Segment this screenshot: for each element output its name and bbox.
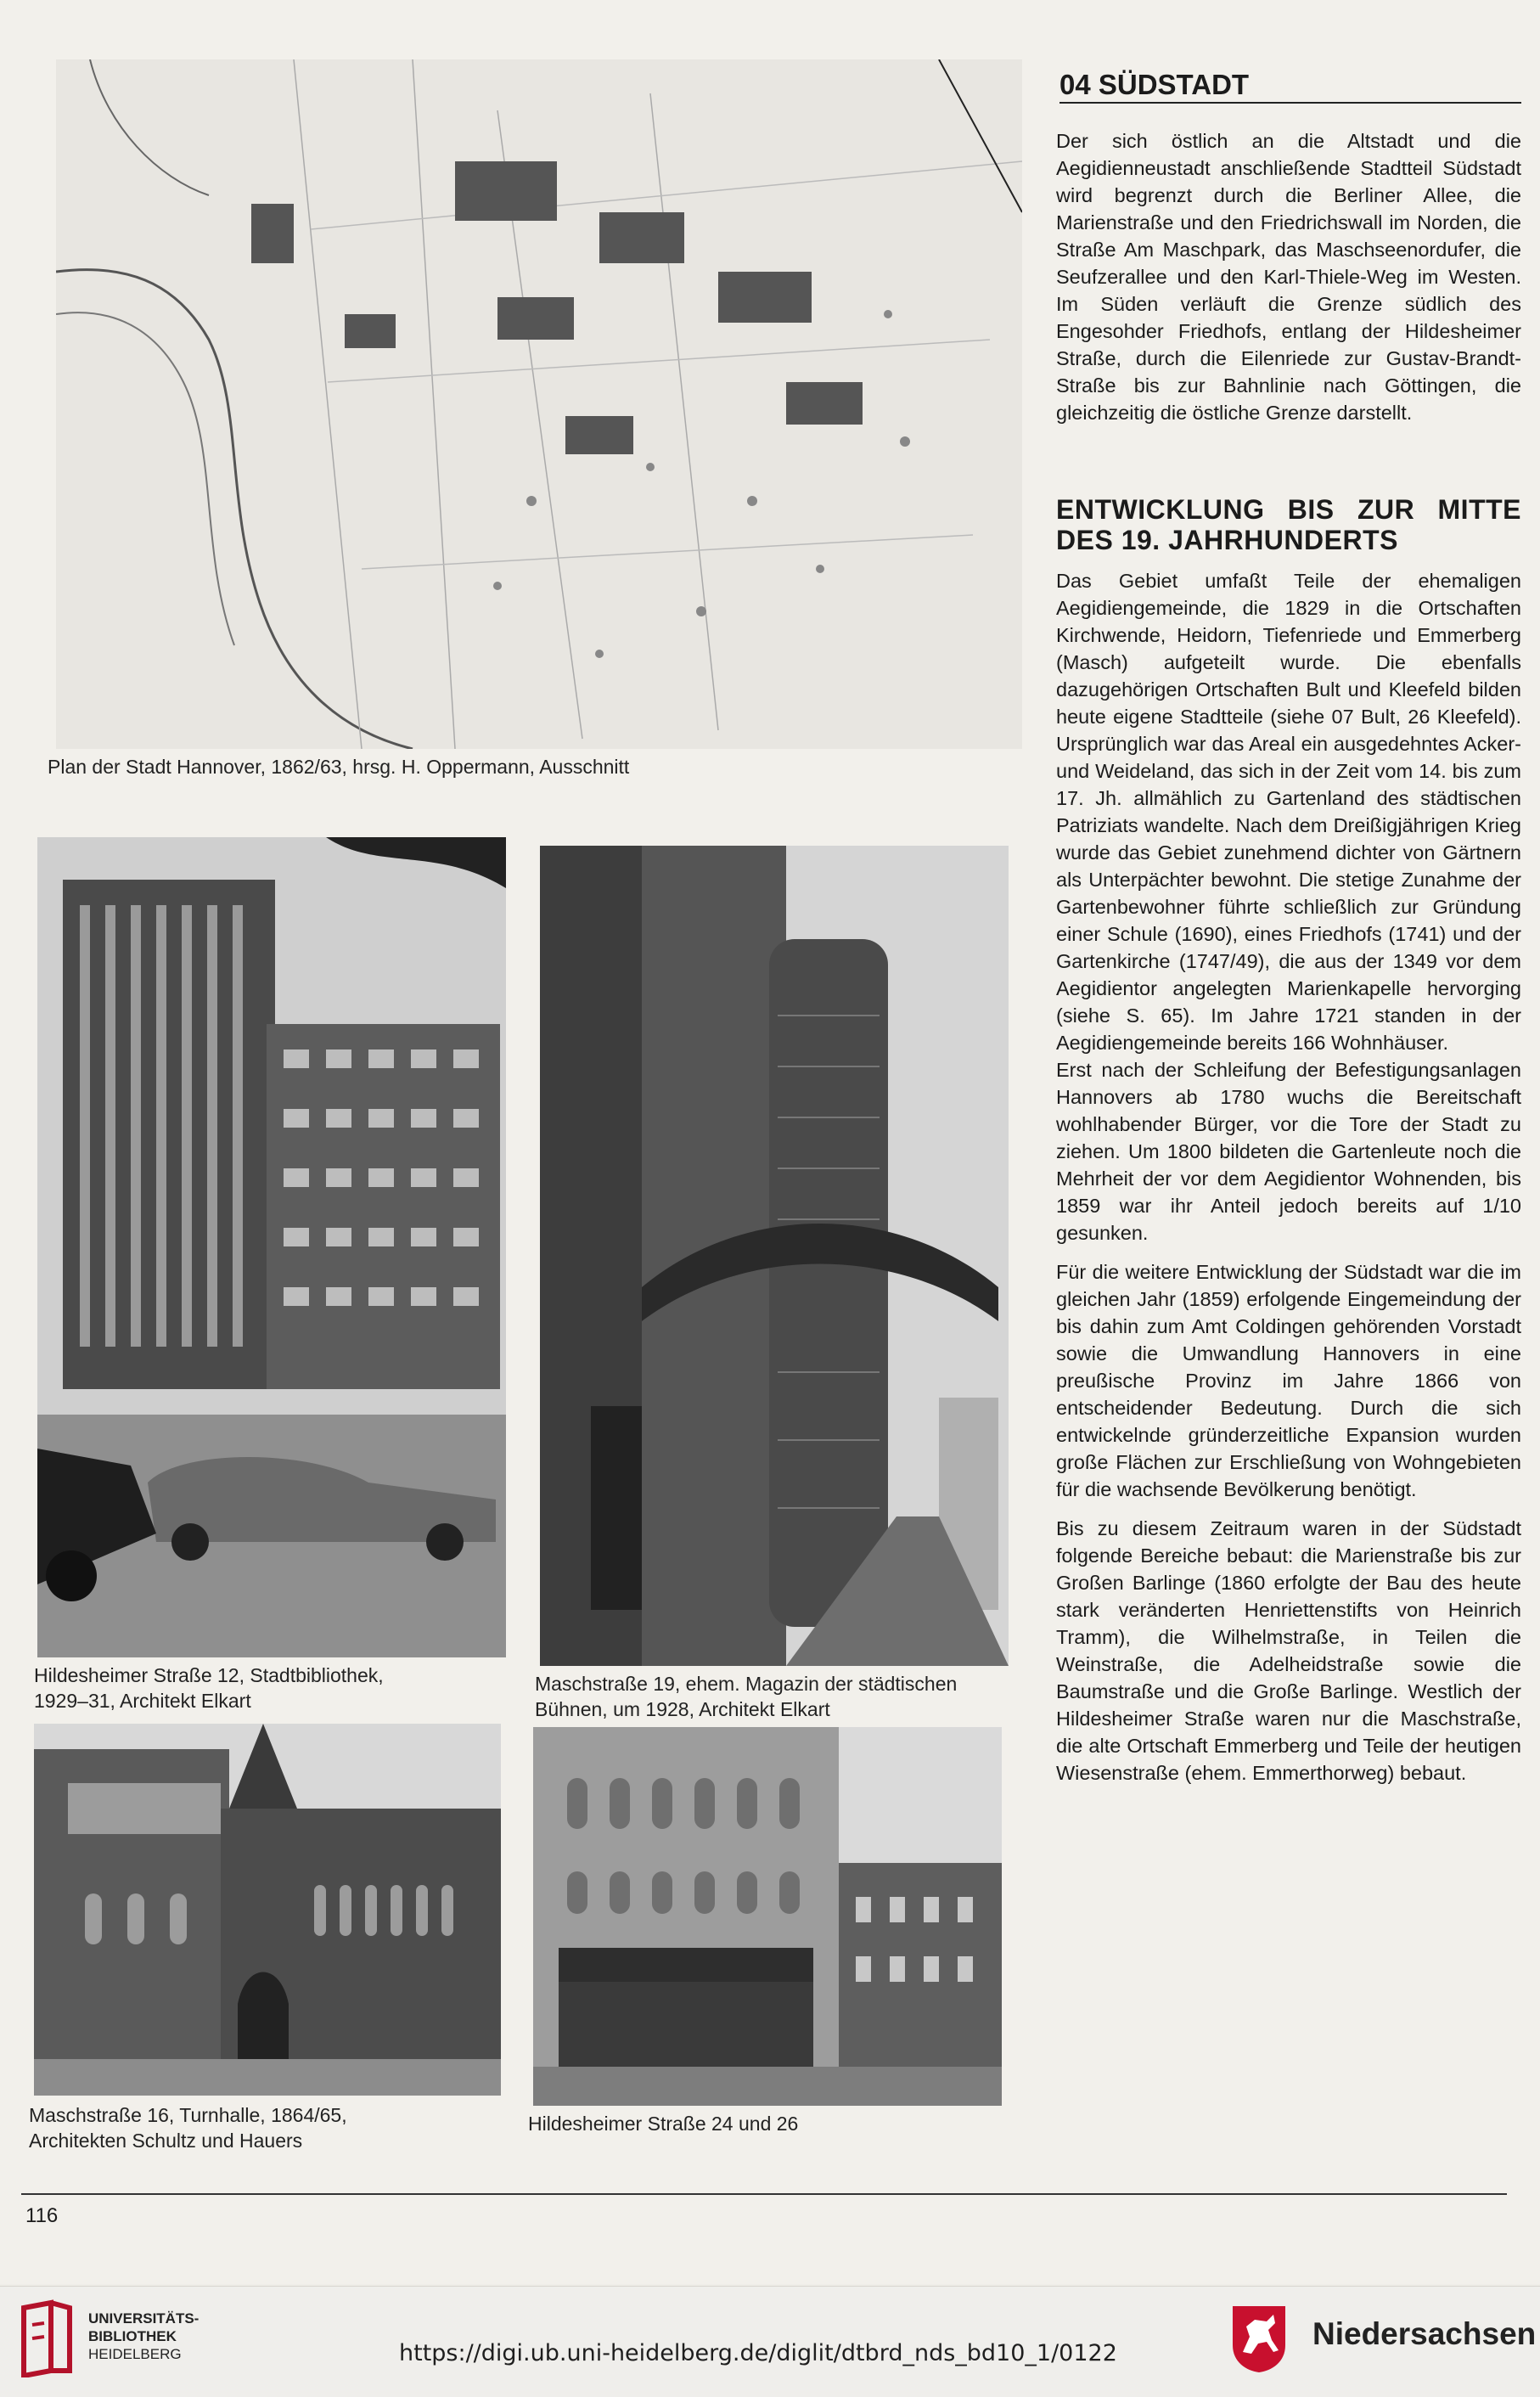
body-column — [1056, 567, 1521, 1786]
paragraph-2: Erst nach der Schleifung der Befestigungsanlagen Hannovers ab 1780 wuchs die Bereitschaft wohlhabender Bürger, vor die Tore der Stadt zu ziehen. Um 1800 bildeten die Gartenleute noch die Mehrheit der vor dem Aegidientor Wohnenden, bis 1859 war ihr Anteil jedoch bereits auf 1/10 gesunken. — [1056, 1059, 1521, 1244]
paragraph-3: Für die weitere Entwicklung der Südstadt war die im gleichen Jahr (1859) erfolgende Eingemeindung der bis dahin zum Amt Coldingen gehörenden Vorstadt sowie die Umwandlung Hannovers in eine preußische Provinz im Jahre 1866 von entscheidender Bedeutung. Durch die sich entwickelnde gründerzeitliche Expansion wurden große Flächen zur Erschließung von Wohngebieten für die wachsende Bevölkerung benötigt. — [1056, 1261, 1521, 1500]
university-library-name — [88, 2310, 199, 2363]
photo3-caption-line2: Architekten Schultz und Hauers — [29, 2130, 303, 2152]
subheading: ENTWICKLUNG BIS ZUR MITTE DES 19. JAHRHUNDERTS — [1056, 494, 1521, 555]
section-heading: 04 SÜDSTADT — [1059, 68, 1521, 104]
intro-paragraph: Der sich östlich an die Altstadt und die Aegidienneustadt anschließende Stadtteil Südstadt wird begrenzt durch die Berliner Allee, die Marienstraße und den Friedrichswall im Norden, die Straße Am Maschpark, das Maschseenordufer, die Seufzerallee und den Karl-Thiele-Weg im Westen. Im Süden verläuft die Grenze südlich des Engesohder Friedhofs, entlang der Hildesheimer Straße, durch die Eilenriede zur Gustav-Brandt-Straße bis zur Bahnlinie nach Göttingen, die gleichzeitig die östliche Grenze darstellt. — [1056, 130, 1521, 424]
map-caption: Plan der Stadt Hannover, 1862/63, hrsg. H. Oppermann, Ausschnitt — [48, 756, 630, 778]
photo2-caption-line1: Maschstraße 19, ehem. Magazin der städtischen — [535, 1673, 958, 1695]
uni-line2: BIBLIOTHEK — [88, 2328, 177, 2344]
university-logo-icon — [17, 2299, 76, 2377]
photo4-caption: Hildesheimer Straße 24 und 26 — [528, 2113, 799, 2135]
footer-rule — [21, 2193, 1507, 2195]
photo2-caption-line2: Bühnen, um 1928, Architekt Elkart — [535, 1698, 830, 1720]
uni-line1: UNIVERSITÄTS- — [88, 2310, 200, 2327]
photo3-caption — [29, 2102, 504, 2153]
paragraph-4: Bis zu diesem Zeitraum waren in der Südstadt folgende Bereiche bebaut: die Marienstraße bis zur Großen Barlinge (1860 erfolgte der Bau des heute stark veränderten Henriettenstifts von Heinrich Tramm), die Wilhelmstraße, in Teilen die Weinstraße, die Adelheidstraße sowie die Baumstraße und die Große Barlinge. Westlich der Hildesheimer Straße waren nur die Maschstraße, die alte Ortschaft Emmerberg und Teile der heutigen Wiesenstraße (ehem. Emmerthorweg) bebaut. — [1056, 1517, 1521, 1784]
state-name: Niedersachsen — [1312, 2316, 1537, 2351]
uni-line3: HEIDELBERG — [88, 2346, 182, 2362]
photo-turnhalle — [34, 1724, 501, 2096]
map-image — [56, 59, 1022, 749]
photo1-caption — [34, 1663, 509, 1713]
photo-hildesheimer-24-26 — [533, 1727, 1002, 2106]
photo3-caption-line1: Maschstraße 16, Turnhalle, 1864/65, — [29, 2104, 347, 2126]
intro-column — [1056, 127, 1521, 426]
page-number: 116 — [25, 2204, 59, 2227]
photo1-caption-line2: 1929–31, Architekt Elkart — [34, 1690, 251, 1712]
photo1-caption-line1: Hildesheimer Straße 12, Stadtbibliothek, — [34, 1664, 384, 1686]
photo-stadtbibliothek — [37, 837, 506, 1657]
niedersachsen-horse-icon — [1229, 2303, 1289, 2374]
photo-maschstrasse-19 — [540, 846, 1009, 1666]
paragraph-1: Das Gebiet umfaßt Teile der ehemaligen Aegidiengemeinde, die 1829 in die Ortschaften Kirchwende, Heidorn, Tiefenriede und Emmerberg (Masch) aufgeteilt wurde. Die ebenfalls dazugehörigen Ortschaften Bult und Kleefeld bilden heute eigene Stadtteile (siehe 07 Bult, 26 Kleefeld). Ursprünglich war das Areal ein ausgedehntes Acker- und Weideland, das sich in der Zeit vom 14. bis zum 17. Jh. allmählich zu Gartenland des städtischen Patriziats wandelte. Nach dem Dreißigjährigen Krieg wurde das Gebiet zunehmend dichter von Gärtnern als Unterpächter bewohnt. Die stetige Zunahme der Gartenbewohner führte schließlich zur Gründung einer Schule (1690), eines Friedhofs (1741) und der Gartenkirche (1747/49), die aus der 1349 vor dem Aegidientor angelegten Marienkapelle hervorging (siehe S. 65). Im Jahre 1721 standen in der Aegidiengemeinde bereits 166 Wohnhäuser. — [1056, 570, 1521, 1054]
photo2-caption — [535, 1671, 1010, 1722]
permalink-url[interactable]: https://digi.ub.uni-heidelberg.de/diglit/dtbrd_nds_bd10_1/0122 — [399, 2340, 1117, 2366]
